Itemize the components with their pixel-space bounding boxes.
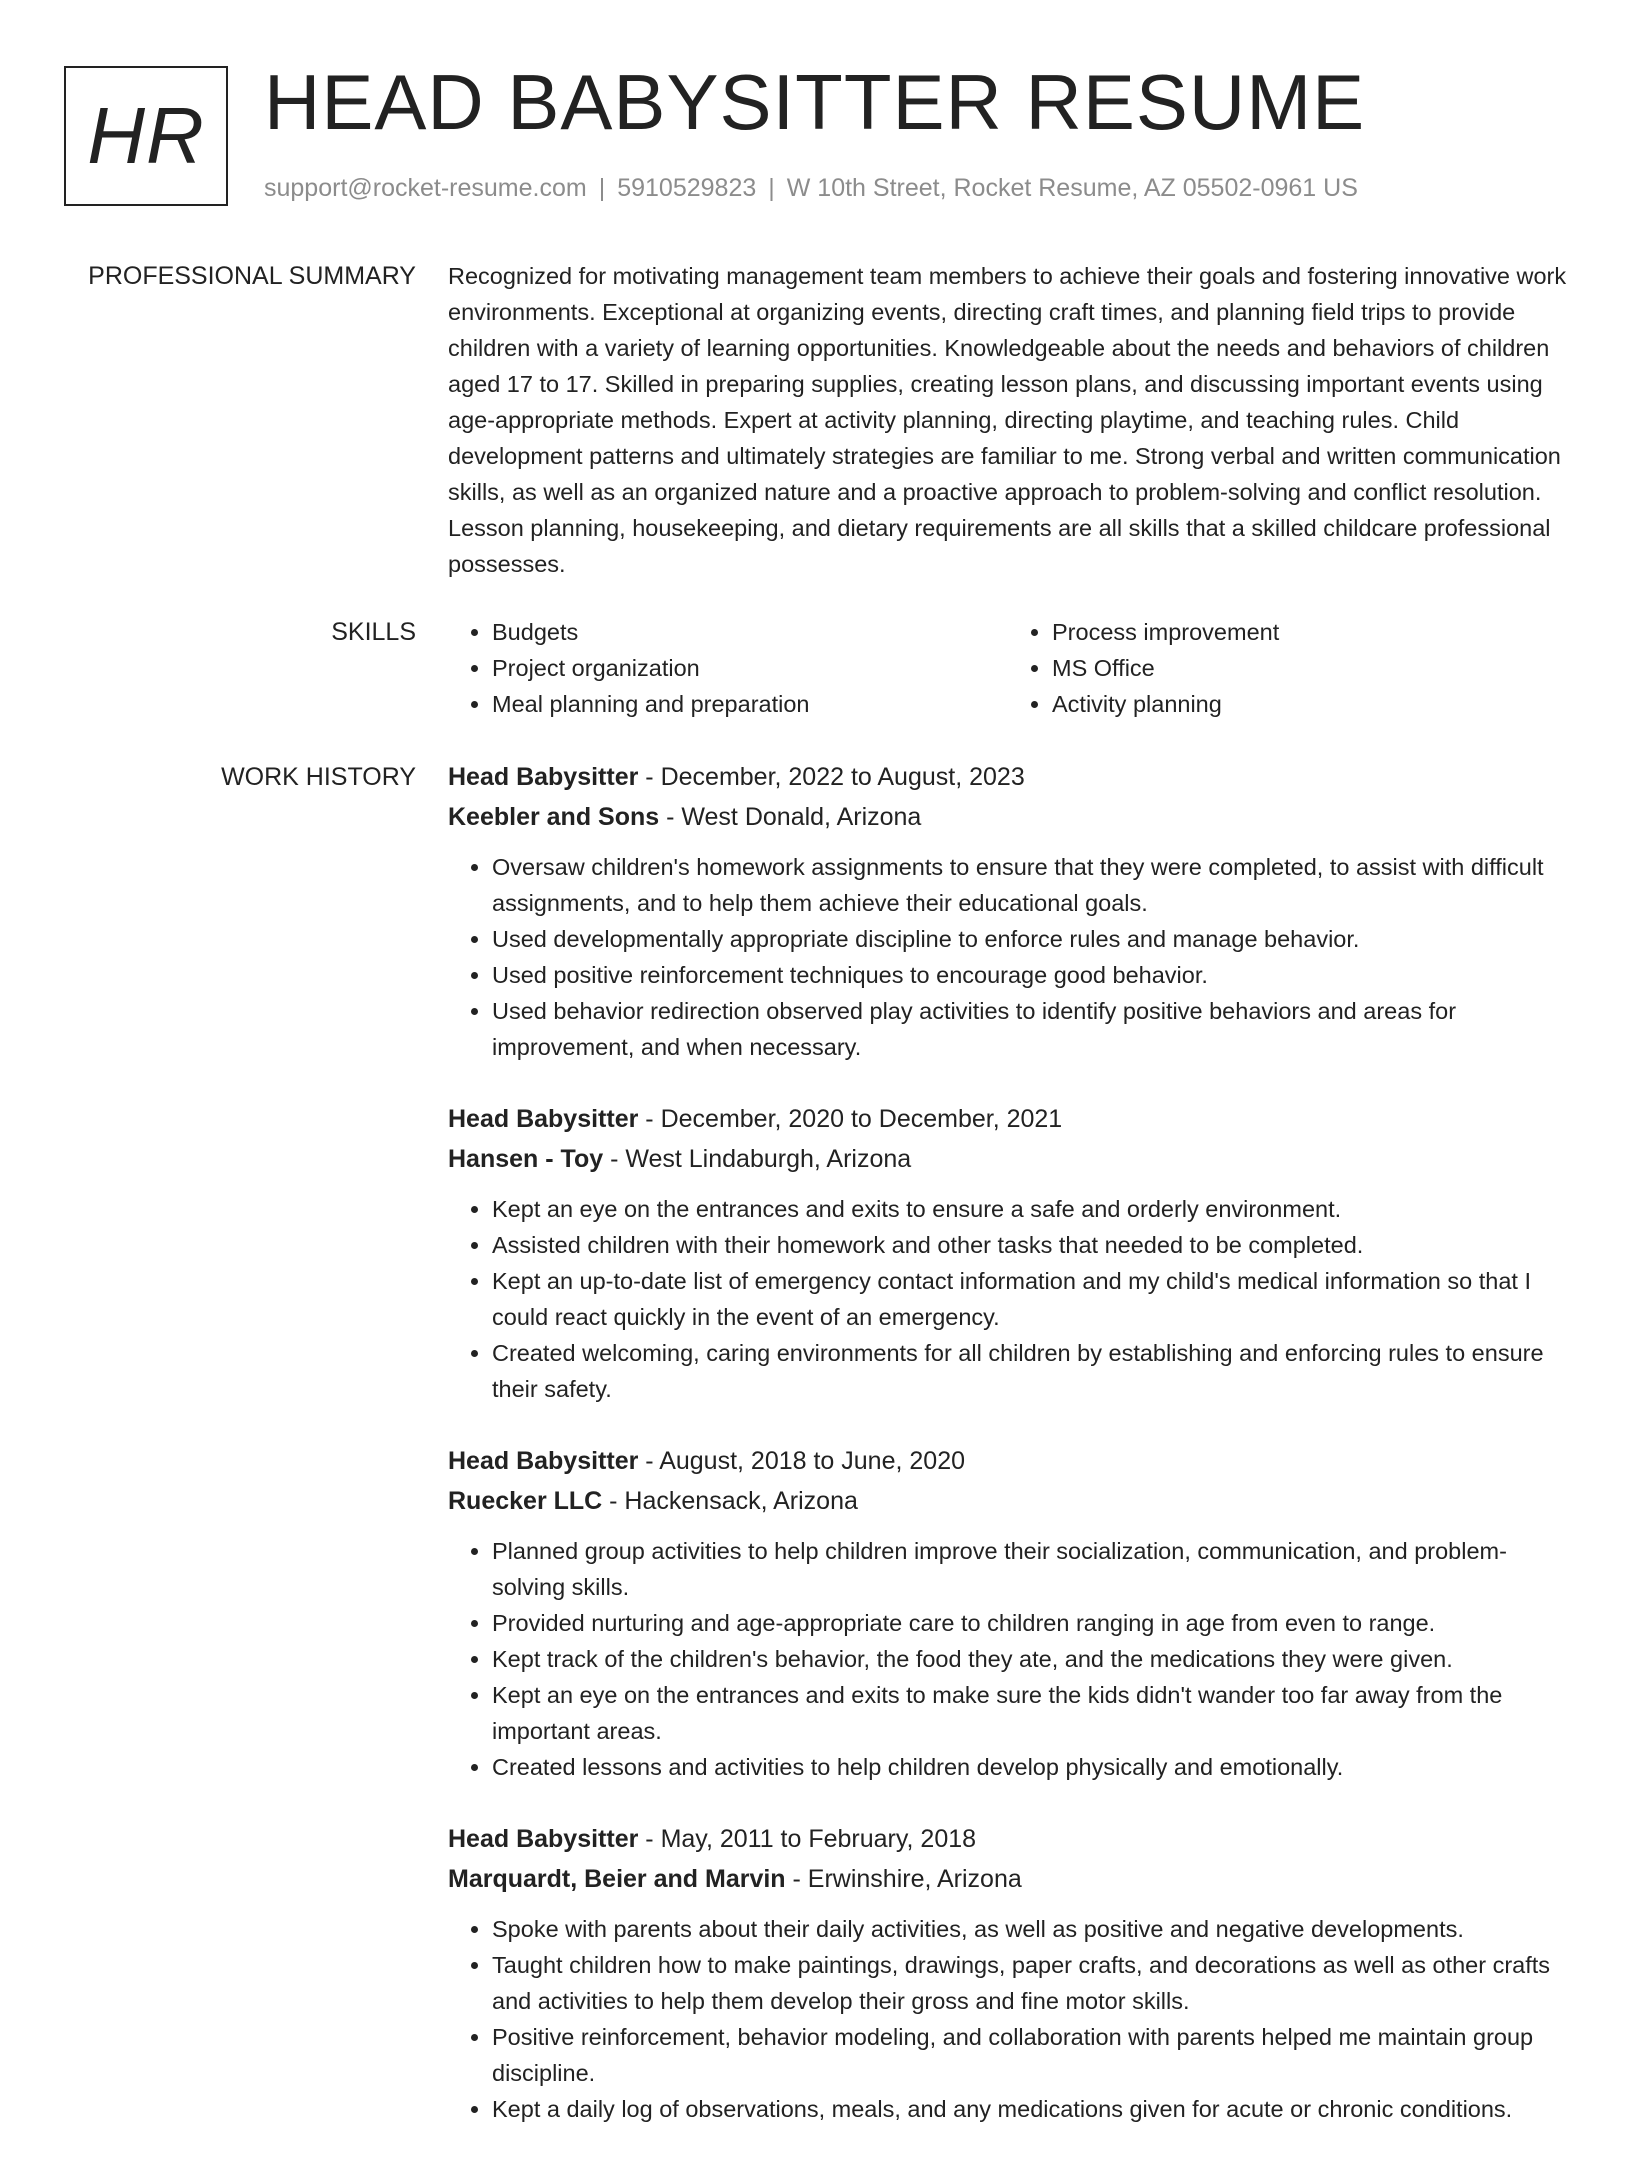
job-company: Hansen - Toy xyxy=(448,1145,604,1173)
skill-item: • Meal planning and preparation xyxy=(492,686,1008,722)
job-bullets xyxy=(448,1911,1568,2127)
monogram-initials: HR xyxy=(87,91,205,180)
job-bullet: • Kept a daily log of observations, meals, and any medications given for acute or chronic conditions. xyxy=(492,2091,1568,2127)
job-title-line xyxy=(448,1441,1568,1481)
job-title-line xyxy=(448,1819,1568,1859)
job-title: Head Babysitter xyxy=(448,1447,639,1475)
skill-item: • MS Office xyxy=(1052,650,1568,686)
job-company: Marquardt, Beier and Marvin xyxy=(448,1865,786,1893)
job-dates: - May, 2011 to February, 2018 xyxy=(638,1825,977,1853)
job-bullet: • Kept track of the children's behavior, the food they ate, and the medications they were given. xyxy=(492,1641,1568,1677)
monogram-logo xyxy=(64,66,228,206)
contact-separator: | xyxy=(768,174,775,202)
job-bullet: • Oversaw children's homework assignments to ensure that they were completed, to assist with difficult assignments, and to help them achieve their educational goals. xyxy=(492,849,1568,921)
job-bullets xyxy=(448,1533,1568,1785)
job-dates: - December, 2022 to August, 2023 xyxy=(638,763,1025,791)
job-company-line xyxy=(448,797,1568,837)
job-dates: - December, 2020 to December, 2021 xyxy=(638,1105,1063,1133)
contact-email[interactable]: support@rocket-resume.com xyxy=(264,174,587,202)
skill-item: • Budgets xyxy=(492,614,1008,650)
job-title-line xyxy=(448,757,1568,797)
work-history-heading: WORK HISTORY xyxy=(221,763,416,791)
job-bullet: • Used behavior redirection observed play activities to identify positive behaviors and areas for improvement, and when necessary. xyxy=(492,993,1568,1065)
job-bullet: • Spoke with parents about their daily activities, as well as positive and negative developments. xyxy=(492,1911,1568,1947)
skills-list-right xyxy=(1008,614,1568,722)
job-company-line xyxy=(448,1859,1568,1899)
job-bullet: • Created lessons and activities to help children develop physically and emotionally. xyxy=(492,1749,1568,1785)
contact-line xyxy=(264,174,1358,203)
job-entry xyxy=(448,757,1568,1065)
summary-body xyxy=(448,258,1568,582)
job-location: - Hackensack, Arizona xyxy=(602,1487,858,1515)
job-company: Keebler and Sons xyxy=(448,803,660,831)
contact-phone[interactable]: 5910529823 xyxy=(617,174,757,202)
skills-heading: SKILLS xyxy=(331,618,416,646)
job-bullet: • Assisted children with their homework and other tasks that needed to be completed. xyxy=(492,1227,1568,1263)
job-bullet: • Used developmentally appropriate discipline to enforce rules and manage behavior. xyxy=(492,921,1568,957)
job-company: Ruecker LLC xyxy=(448,1487,603,1515)
job-location: - Erwinshire, Arizona xyxy=(785,1865,1022,1893)
job-title: Head Babysitter xyxy=(448,763,639,791)
job-bullets xyxy=(448,849,1568,1065)
job-bullet: • Provided nurturing and age-appropriate care to children ranging in age from even to range. xyxy=(492,1605,1568,1641)
job-dates: - August, 2018 to June, 2020 xyxy=(638,1447,965,1475)
summary-text: Recognized for motivating management team members to achieve their goals and fostering innovative work environments. Exceptional at organizing events, directing craft times, and planning field trips to provide children with a variety of learning opportunities. Knowledgeable about the needs and behaviors of children aged 17 to 17. Skilled in preparing supplies, creating lesson plans, and discussing important events using age-appropriate methods. Expert at activity planning, directing playtime, and teaching rules. Child development patterns and ultimately strategies are familiar to me. Strong verbal and written communication skills, as well as an organized nature and a proactive approach to problem-solving and conflict resolution. Lesson planning, housekeeping, and dietary requirements are all skills that a skilled childcare professional possesses. xyxy=(448,263,1567,577)
skills-body xyxy=(448,614,1568,722)
summary-heading: PROFESSIONAL SUMMARY xyxy=(88,262,416,290)
job-bullet: • Created welcoming, caring environments for all children by establishing and enforcing rules to ensure their safety. xyxy=(492,1335,1568,1407)
job-bullet: • Planned group activities to help children improve their socialization, communication, and problem-solving skills. xyxy=(492,1533,1568,1605)
job-entry xyxy=(448,1819,1568,2127)
job-entry xyxy=(448,1099,1568,1407)
skill-item: • Project organization xyxy=(492,650,1008,686)
job-bullets xyxy=(448,1191,1568,1407)
contact-address: W 10th Street, Rocket Resume, AZ 05502-0961 US xyxy=(786,174,1358,202)
job-bullet: • Kept an eye on the entrances and exits to ensure a safe and orderly environment. xyxy=(492,1191,1568,1227)
skill-item: • Process improvement xyxy=(1052,614,1568,650)
job-location: - West Lindaburgh, Arizona xyxy=(603,1145,912,1173)
job-title-line xyxy=(448,1099,1568,1139)
skill-item: • Activity planning xyxy=(1052,686,1568,722)
contact-separator: | xyxy=(598,174,606,202)
job-company-line xyxy=(448,1139,1568,1179)
job-bullet: • Kept an eye on the entrances and exits to make sure the kids didn't wander too far away from the important areas. xyxy=(492,1677,1568,1749)
job-bullet: • Kept an up-to-date list of emergency contact information and my child's medical information so that I could react quickly in the event of an emergency. xyxy=(492,1263,1568,1335)
job-bullet: • Taught children how to make paintings, drawings, paper crafts, and decorations as well as other crafts and activities to help them develop their gross and fine motor skills. xyxy=(492,1947,1568,2019)
job-title: Head Babysitter xyxy=(448,1825,639,1853)
work-history-body xyxy=(448,757,1568,2161)
resume-title: HEAD BABYSITTER RESUME xyxy=(264,58,1366,146)
skills-list-left xyxy=(448,614,1008,722)
job-bullet: • Positive reinforcement, behavior modeling, and collaboration with parents helped me maintain group discipline. xyxy=(492,2019,1568,2091)
job-title: Head Babysitter xyxy=(448,1105,639,1133)
job-bullet: • Used positive reinforcement techniques to encourage good behavior. xyxy=(492,957,1568,993)
job-company-line xyxy=(448,1481,1568,1521)
job-entry xyxy=(448,1441,1568,1785)
job-location: - West Donald, Arizona xyxy=(659,803,922,831)
